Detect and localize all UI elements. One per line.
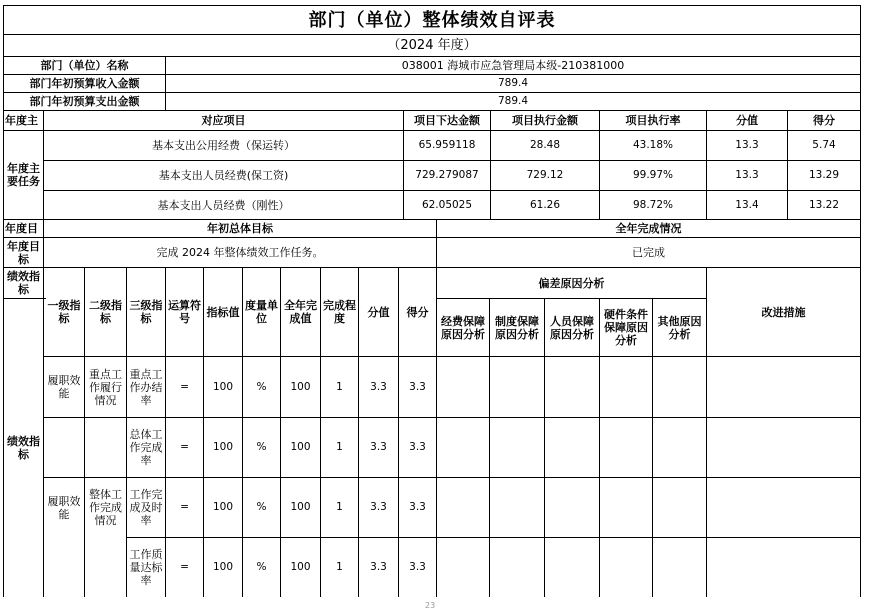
perf-indicator-top-label: 绩效指标 [7, 270, 40, 296]
task-header-issued: 项目下达金额 [414, 114, 480, 127]
initial-goal-value: 完成 2024 年整体绩效工作任务。 [156, 246, 324, 259]
indicator-level3: 重点工作办结率 [129, 367, 163, 407]
task-score-value: 13.3 [735, 139, 759, 151]
annual-tasks-label: 年度主要任务 [7, 162, 40, 188]
header-actual: 全年完成值 [284, 299, 317, 325]
task-score: 13.22 [808, 198, 840, 211]
indicator-actual: 100 [290, 441, 311, 453]
indicator-degree: 1 [336, 441, 343, 453]
initial-goal-header: 年初总体目标 [207, 222, 273, 235]
task-rate: 43.18% [632, 139, 674, 151]
header-degree: 完成程度 [323, 299, 356, 325]
header-target: 指标值 [206, 305, 240, 319]
task-rate: 98.72% [632, 198, 674, 211]
header-score: 得分 [406, 305, 429, 319]
task-header-project: 对应项目 [201, 114, 246, 127]
header-dev-other: 其他原因分析 [657, 314, 702, 341]
budget-expense-label: 部门年初预算支出金额 [29, 95, 140, 108]
completion-header: 全年完成情况 [615, 222, 682, 235]
header-dev-system: 制度保障原因分析 [495, 314, 539, 341]
indicator-score-value: 3.3 [370, 501, 387, 513]
header-unit: 度量单位 [245, 299, 278, 325]
task-project: 基本支出公用经费（保运转） [152, 139, 295, 152]
indicator-operator: = [180, 380, 189, 393]
annual-target-label-2: 年度目标 [7, 239, 40, 266]
indicator-level3: 工作质量达标率 [129, 548, 163, 587]
indicator-degree: 1 [336, 561, 343, 573]
indicator-score-value: 3.3 [370, 561, 387, 573]
indicator-target: 100 [212, 380, 234, 393]
indicator-level1: 履职效能 [47, 494, 81, 521]
indicator-actual: 100 [290, 501, 311, 513]
indicator-operator: = [180, 441, 189, 453]
indicator-level3: 工作完成及时率 [129, 488, 163, 527]
indicator-unit: % [256, 561, 267, 573]
task-issued: 62.05025 [421, 198, 473, 211]
header-dev-funding: 经费保障原因分析 [441, 314, 485, 341]
annual-main-label: 年度主 [5, 114, 38, 127]
indicator-target: 100 [212, 501, 234, 513]
indicator-actual: 100 [290, 380, 311, 393]
indicator-degree: 1 [336, 380, 343, 393]
task-header-score-value: 分值 [736, 114, 758, 127]
indicator-score-value: 3.3 [370, 441, 387, 453]
header-deviation: 偏差原因分析 [538, 276, 605, 290]
indicator-actual: 100 [290, 561, 311, 573]
header-level2: 二级指标 [89, 299, 122, 325]
indicator-score: 3.3 [409, 561, 426, 573]
task-project: 基本支出人员经费（刚性） [157, 198, 290, 212]
indicator-unit: % [256, 380, 267, 393]
indicator-level2: 整体工作完成情况 [89, 488, 122, 527]
header-improve: 改进措施 [761, 305, 806, 319]
task-issued: 729.279087 [415, 169, 479, 181]
annual-target-label: 年度目 [5, 222, 38, 235]
indicator-operator: = [180, 501, 189, 513]
task-score: 5.74 [812, 139, 836, 151]
indicator-operator: = [180, 561, 189, 573]
budget-income-value: 789.4 [497, 77, 529, 89]
task-executed: 28.48 [529, 139, 561, 151]
budget-expense-value: 789.4 [497, 95, 529, 107]
task-header-executed: 项目执行金额 [512, 114, 578, 127]
indicator-score: 3.3 [409, 501, 426, 513]
header-score-value: 分值 [367, 305, 390, 319]
header-operator: 运算符号 [168, 299, 201, 325]
indicator-level2: 重点工作履行情况 [89, 367, 122, 407]
task-project: 基本支出人员经费(保工资) [158, 169, 289, 182]
indicator-target: 100 [212, 441, 234, 453]
dept-name-label: 部门（单位）名称 [40, 59, 129, 72]
year-line: （2024 年度） [387, 38, 477, 53]
task-issued: 65.959118 [418, 139, 476, 151]
header-level3: 三级指标 [129, 299, 163, 325]
task-rate: 99.97% [632, 169, 674, 181]
task-executed: 61.26 [529, 198, 561, 211]
indicator-unit: % [256, 501, 267, 513]
indicator-unit: % [256, 441, 267, 453]
dept-name-value: 038001 海城市应急管理局本级-210381000 [401, 59, 625, 72]
header-dev-hardware: 硬件条件保障原因分析 [604, 308, 648, 347]
indicator-score: 3.3 [409, 441, 426, 453]
task-score: 13.29 [808, 169, 840, 181]
indicator-degree: 1 [336, 501, 343, 513]
page-title: 部门（单位）整体绩效自评表 [308, 9, 556, 31]
header-dev-staff: 人员保障原因分析 [550, 314, 594, 341]
indicator-score: 3.3 [409, 380, 426, 393]
task-header-rate: 项目执行率 [625, 114, 681, 127]
task-score-value: 13.3 [735, 169, 759, 181]
task-score-value: 13.4 [735, 198, 759, 211]
indicator-target: 100 [212, 561, 234, 573]
perf-indicator-main-label: 绩效指标 [7, 435, 40, 461]
indicator-score-value: 3.3 [370, 380, 387, 393]
completion-value: 已完成 [632, 246, 665, 259]
task-executed: 729.12 [526, 169, 564, 181]
budget-income-label: 部门年初预算收入金额 [29, 77, 140, 90]
indicator-level1: 履职效能 [47, 374, 81, 400]
page-number: 23 [425, 601, 436, 610]
indicator-level3: 总体工作完成率 [129, 428, 163, 467]
header-level1: 一级指标 [47, 299, 81, 325]
task-header-score: 得分 [813, 114, 835, 127]
